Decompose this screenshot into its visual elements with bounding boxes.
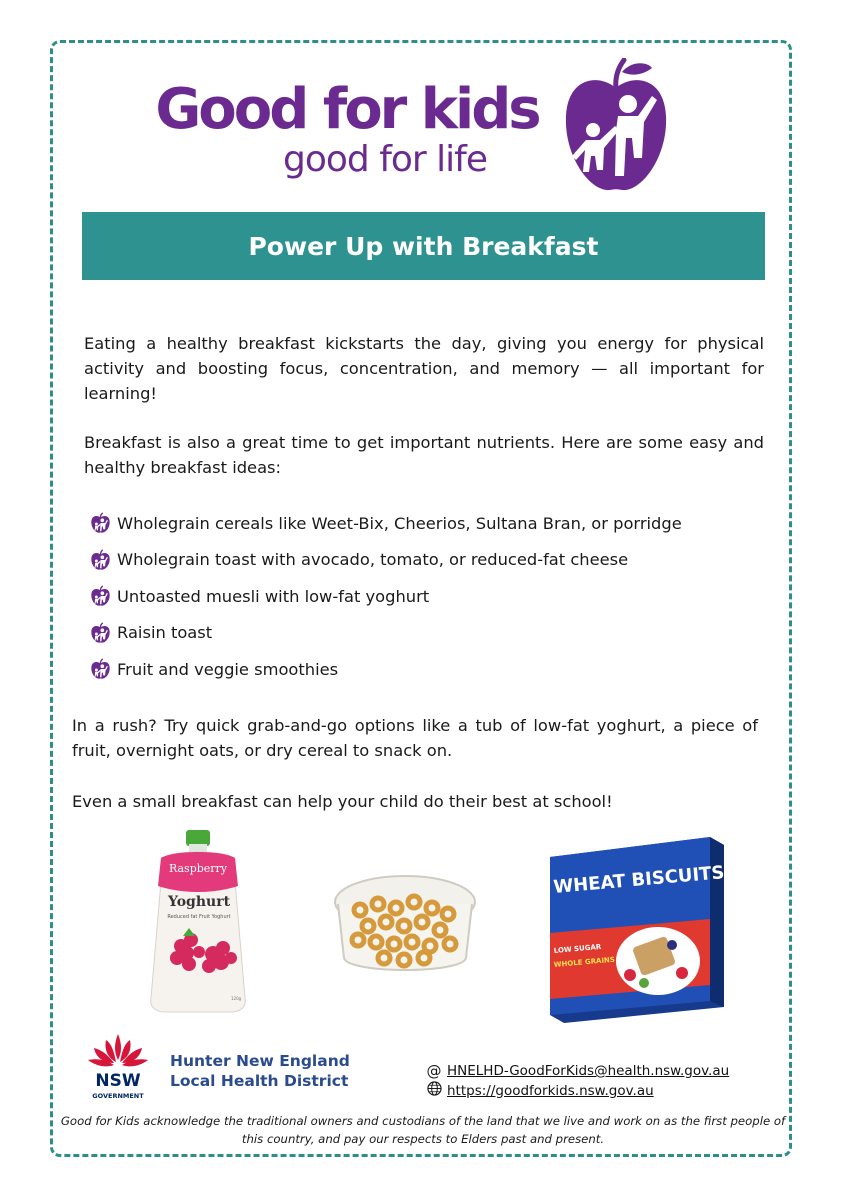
yoghurt-name-label: Yoghurt xyxy=(167,894,231,910)
logo-main-text: Good for kids xyxy=(155,77,539,142)
nsw-government-logo xyxy=(84,1030,152,1102)
district-name xyxy=(170,1051,350,1091)
breakfast-ideas-list xyxy=(90,505,682,688)
list-item-text: Wholegrain cereals like Weet-Bix, Cheerios, Sultana Bran, or porridge xyxy=(117,513,682,533)
at-sign-icon: @ xyxy=(426,1062,442,1080)
page-title: Power Up with Breakfast xyxy=(248,231,599,261)
apple-family-icon xyxy=(90,622,111,644)
district-line-2: Local Health District xyxy=(170,1072,349,1090)
list-item xyxy=(90,505,682,542)
nutrients-paragraph: Breakfast is also a great time to get important nutrients. Here are some easy and healthy breakfast ideas: xyxy=(84,433,764,477)
district-line-1: Hunter New England xyxy=(170,1052,350,1070)
globe-icon xyxy=(425,1081,443,1101)
list-item-text: Raisin toast xyxy=(117,623,213,643)
email-link[interactable]: HNELHD-GoodForKids@health.nsw.gov.au xyxy=(447,1063,730,1079)
yoghurt-pouch-image xyxy=(143,828,253,1013)
list-item xyxy=(90,615,682,652)
yoghurt-desc-label: Reduced fat Fruit Yoghurt xyxy=(167,914,231,920)
website-link[interactable]: https://goodforkids.nsw.gov.au xyxy=(447,1082,654,1099)
apple-family-icon xyxy=(90,549,111,571)
acknowledgement-text: Good for Kids acknowledge the traditional owners and custodians of the land that we live and work on as the first people of this country, and pay our respects to Elders past and present. xyxy=(60,1114,786,1146)
grab-and-go-paragraph: In a rush? Try quick grab-and-go options like a tub of low-fat yoghurt, a piece of fruit, overnight oats, or dry cereal to snack on. xyxy=(72,716,758,760)
apple-family-logo-icon xyxy=(560,58,672,194)
list-item-text: Untoasted muesli with low-fat yoghurt xyxy=(117,586,430,606)
closing-paragraph: Even a small breakfast can help your child do their best at school! xyxy=(72,792,613,811)
nsw-government-label: GOVERNMENT xyxy=(92,1092,144,1100)
list-item xyxy=(90,578,682,615)
contact-details xyxy=(425,1062,729,1101)
cereal-tub-image xyxy=(330,870,480,980)
nsw-label: NSW xyxy=(95,1071,141,1091)
list-item-text: Fruit and veggie smoothies xyxy=(117,659,339,679)
list-item xyxy=(90,651,682,688)
logo-sub-text: good for life xyxy=(283,139,487,180)
apple-family-icon xyxy=(90,658,111,680)
intro-paragraph: Eating a healthy breakfast kickstarts the day, giving you energy for physical activity and boosting focus, concentration, and memory — all important for learning! xyxy=(84,334,764,403)
yoghurt-flavour-label: Raspberry xyxy=(168,862,228,875)
biscuits-name-label: WHEAT BISCUITS xyxy=(552,862,726,898)
list-item-text: Wholegrain toast with avocado, tomato, or reduced-fat cheese xyxy=(117,550,629,570)
list-item xyxy=(90,542,682,579)
biscuits-tag2-label: WHOLE GRAINS xyxy=(553,955,616,969)
title-banner xyxy=(82,212,765,280)
apple-family-icon xyxy=(90,585,111,607)
biscuits-tag1-label: LOW SUGAR xyxy=(553,942,602,955)
logo-wordmark xyxy=(150,77,540,180)
yoghurt-size-label: 120g xyxy=(231,996,242,1001)
wheat-biscuits-box-image xyxy=(540,835,730,1025)
apple-family-icon xyxy=(90,512,111,534)
